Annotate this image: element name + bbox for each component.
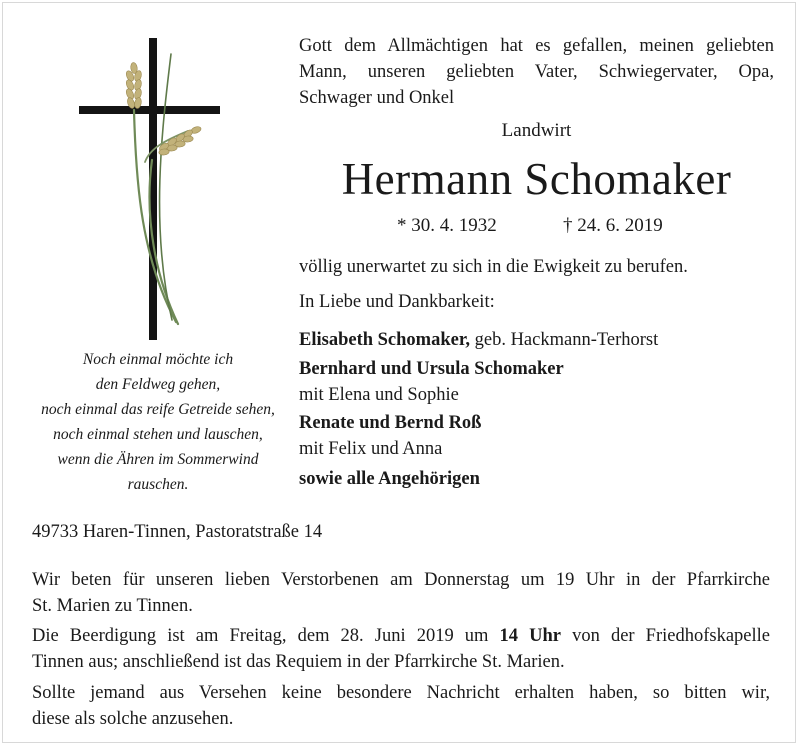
intro-text bbox=[299, 33, 774, 111]
poem-line: noch einmal das reife Getreide sehen, bbox=[41, 401, 275, 418]
mourner-1 bbox=[299, 330, 658, 351]
cross-with-wheat-icon bbox=[70, 38, 220, 343]
funeral-line bbox=[32, 623, 770, 649]
intro-line: Mann, unseren geliebten Vater, Schwiegervater, Opa, bbox=[299, 62, 774, 82]
cross-horizontal-beam bbox=[79, 106, 220, 114]
prayer-line: St. Marien zu Tinnen. bbox=[32, 596, 193, 616]
mourner-relatives: sowie alle Angehörigen bbox=[299, 469, 480, 489]
wheat-ear-upper bbox=[125, 62, 143, 109]
mourner-1-maiden-name: geb. Hackmann-Terhorst bbox=[469, 330, 659, 350]
wheat-stalks bbox=[134, 54, 188, 324]
mourner-3-children: mit Felix und Anna bbox=[299, 439, 443, 459]
poem bbox=[24, 347, 292, 497]
deceased-name: Hermann Schomaker bbox=[341, 154, 732, 204]
wheat-ear-lower bbox=[158, 125, 202, 155]
death-date: † 24. 6. 2019 bbox=[563, 215, 663, 236]
intro-line: Schwager und Onkel bbox=[299, 88, 455, 108]
address-text: 49733 Haren-Tinnen, Pastoratstraße 14 bbox=[32, 522, 323, 542]
mourner-2-name: Bernhard und Ursula Schomaker bbox=[299, 359, 564, 379]
notice-line: Sollte jemand aus Versehen keine besondere Nachricht erhalten haben, so bitten wir, bbox=[32, 683, 770, 703]
address bbox=[32, 519, 770, 545]
poem-line: wenn die Ähren im Sommerwind bbox=[57, 451, 259, 468]
intro-line: Gott dem Allmächtigen hat es gefallen, meinen geliebten bbox=[299, 36, 774, 56]
prayer-line: Wir beten für unseren lieben Verstorbenen am Donnerstag um 19 Uhr in der Pfarrkirche bbox=[32, 570, 770, 590]
poem-line: rauschen. bbox=[127, 476, 189, 493]
poem-line: den Feldweg gehen, bbox=[95, 376, 221, 393]
funeral-text bbox=[32, 623, 770, 675]
mourner-3-name: Renate und Bernd Roß bbox=[299, 413, 482, 433]
mourner-1-name: Elisabeth Schomaker, bbox=[299, 330, 470, 350]
prayer-text bbox=[32, 567, 770, 619]
occupation: Landwirt bbox=[501, 120, 572, 141]
mourner-2-children: mit Elena und Sophie bbox=[299, 385, 459, 405]
notice-line: diese als solche anzusehen. bbox=[32, 709, 234, 729]
poem-line: noch einmal stehen und lauschen, bbox=[53, 426, 263, 443]
funeral-pre: Die Beerdigung ist am Freitag, dem 28. Juni 2019 um bbox=[32, 626, 500, 646]
notice-text bbox=[32, 680, 770, 732]
funeral-post: von der Friedhofskapelle bbox=[561, 626, 770, 646]
funeral-line: Tinnen aus; anschließend ist das Requiem in der Pfarrkirche St. Marien. bbox=[32, 652, 565, 672]
gratitude-text: In Liebe und Dankbarkeit: bbox=[299, 292, 495, 312]
calling-text: völlig unerwartet zu sich in die Ewigkeit zu berufen. bbox=[299, 257, 688, 277]
funeral-time: 14 Uhr bbox=[499, 626, 562, 646]
poem-line: Noch einmal möchte ich bbox=[82, 351, 234, 368]
birth-date: * 30. 4. 1932 bbox=[397, 215, 497, 236]
